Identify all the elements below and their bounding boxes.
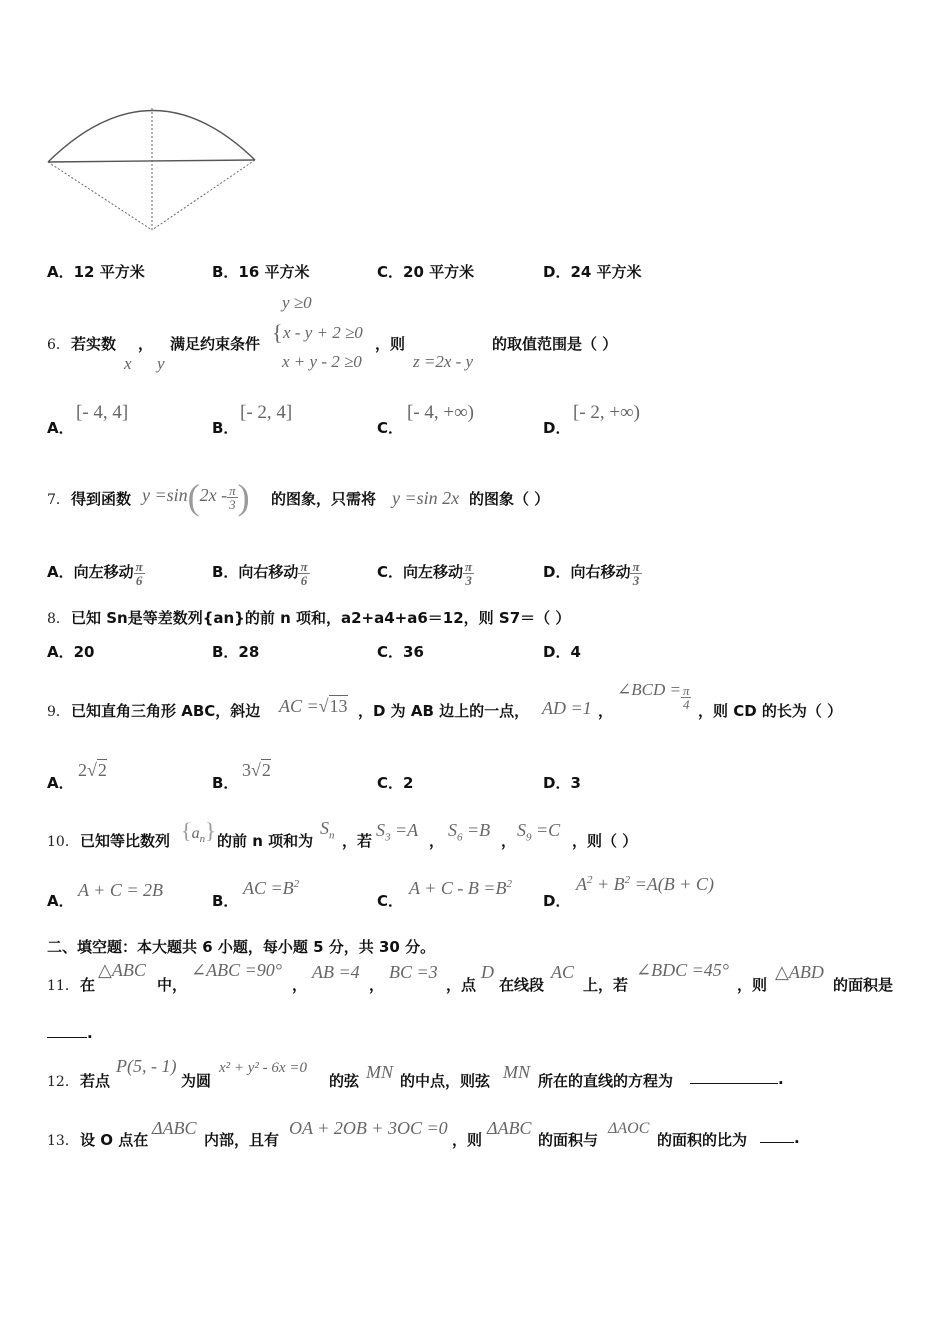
q13-text-5: 的面积的比为 — [657, 1131, 748, 1149]
q11-expr-7: ∠BDC =45° — [636, 960, 729, 980]
q6-text-4: ，则 — [375, 335, 406, 353]
q9-option-b-coef: 3 — [242, 760, 251, 780]
q9-option-c[interactable]: C．2 — [377, 774, 414, 792]
q9-option-a-radicand: 2 — [97, 760, 107, 780]
q6-option-c-value: [- 4, +∞) — [407, 402, 474, 423]
q8-option-b[interactable]: B．28 — [212, 643, 260, 661]
q12-text-2: 为圆 — [181, 1072, 212, 1090]
q11-text-4: ， — [369, 976, 385, 994]
q12-number: 12． — [47, 1074, 79, 1090]
q7-option-b-den: 6 — [298, 573, 309, 587]
q5-option-b[interactable]: B．16 平方米 — [212, 263, 310, 281]
q7-func-arg: 2x - — [199, 485, 228, 506]
q7-option-b-label: B．向右移动 — [212, 563, 299, 581]
q10-seq-sub: n — [199, 833, 206, 846]
q13-text-3: ，则 — [452, 1131, 483, 1149]
q9-option-a-coef: 2 — [78, 760, 87, 780]
q10-option-d-sup1: 2 — [587, 874, 593, 886]
q6-var-x: x — [124, 354, 132, 373]
q10-option-d-value — [576, 874, 714, 895]
section-2-title: 二、填空题：本大题共 6 小题，每小题 5 分，共 30 分。 — [47, 938, 436, 956]
q12-period: . — [778, 1070, 784, 1088]
q9-expr-ac: AC =√13 — [279, 696, 348, 716]
q9-option-d[interactable]: D．3 — [543, 774, 581, 792]
q10-option-c-sup: 2 — [506, 878, 512, 890]
q10-option-b-label[interactable]: B． — [212, 892, 239, 910]
q10-option-b-expr: AC =B — [243, 878, 294, 898]
q10-s3-sub: 3 — [385, 831, 391, 844]
q7-function-2: y =sin 2x — [392, 488, 460, 508]
q7-option-a-num: π — [135, 559, 143, 574]
q6-constraint-1: y ≥0 — [282, 293, 312, 312]
q12-expr-4: MN — [503, 1062, 530, 1082]
q6-option-a-value: [- 4, 4] — [76, 402, 129, 423]
q13-expr-1: ΔABC — [152, 1118, 197, 1138]
q10-s3-s: S — [376, 820, 385, 840]
q7-option-d-den: 3 — [630, 573, 641, 587]
sector-radius-left — [48, 162, 152, 230]
q10-seq-a: a — [191, 825, 200, 842]
q9-text-1: 已知直角三角形 ABC，斜边 — [71, 702, 261, 720]
q7-function-1: y =sin(2x - $\frac{\pi}{3}$ ) — [142, 477, 250, 517]
q6-text-5: 的取值范围是（ ） — [492, 335, 618, 353]
q10-seq: $\{a_n\}$ — [181, 818, 216, 846]
q13-text-2: 内部，且有 — [204, 1131, 280, 1149]
q8-text: 已知 Sn是等差数列{an}的前 n 项和，a2+a4+a6＝12，则 S7＝（ ） — [71, 609, 571, 627]
q12-answer-blank[interactable] — [690, 1083, 778, 1084]
q8-option-a[interactable]: A．20 — [47, 643, 95, 661]
q6-objective: z =2x - y — [413, 352, 474, 371]
q7-text-3: 的图象（ ） — [469, 490, 550, 508]
q9-option-b-radicand: 2 — [261, 760, 271, 780]
q11-expr-6: AC — [551, 962, 575, 982]
q13-expr-4: ΔAOC — [608, 1120, 650, 1137]
q11-text-9: 的面积是 — [833, 976, 894, 994]
q7-option-a-label: A．向左移动 — [47, 563, 134, 581]
q12-expr-1: P(5, - 1) — [116, 1056, 177, 1076]
q9-option-a-value: 2√2 — [78, 760, 107, 780]
q6-text-3: 满足约束条件 — [170, 335, 261, 353]
q6-option-d-value: [- 2, +∞) — [573, 402, 640, 423]
q10-option-c-value — [409, 878, 512, 899]
q11-answer-blank[interactable] — [47, 1037, 87, 1038]
q9-expr-ac-lhs: AC = — [279, 696, 319, 716]
q10-option-b-sup: 2 — [293, 878, 300, 890]
q7-option-a[interactable] — [47, 560, 145, 587]
q10-number: 10． — [47, 834, 79, 850]
q6-text-2: ， — [138, 335, 154, 353]
q12-answer[interactable] — [690, 1070, 784, 1088]
q12-text-4: 的中点，则弦 — [400, 1072, 491, 1090]
q11-expr-4: BC =3 — [389, 962, 438, 982]
q7-option-d-num: π — [632, 559, 640, 574]
q7-number: 7． — [47, 492, 70, 508]
q13-answer-blank[interactable] — [760, 1142, 794, 1143]
q12-text-5: 所在的直线的方程为 — [538, 1072, 674, 1090]
q10-text-2: 的前 n 项和为 — [217, 832, 314, 850]
q6-constraint-2: x - y + 2 ≥0 — [283, 323, 363, 342]
q7-option-b-num: π — [300, 559, 308, 574]
q7-option-b[interactable] — [212, 560, 310, 587]
q10-text-1: 已知等比数列 — [80, 832, 171, 850]
q10-text-3: ，若 — [342, 832, 373, 850]
q7-option-d[interactable] — [543, 560, 642, 587]
q9-option-b-label[interactable]: B． — [212, 774, 239, 792]
q13-text-1: 设 O 点在 — [80, 1131, 149, 1149]
q13-expr-2: OA + 2OB + 3OC =0 — [289, 1118, 448, 1138]
q10-option-c-expr: A + C - B =B — [409, 878, 507, 898]
q10-s6-s: S — [448, 820, 457, 840]
q13-period: . — [794, 1129, 800, 1147]
q8-option-d[interactable]: D．4 — [543, 643, 581, 661]
q11-expr-3: AB =4 — [312, 962, 360, 982]
q11-answer[interactable] — [47, 1024, 93, 1042]
q10-s9-rhs: =C — [531, 820, 561, 840]
q7-text-2: 的图象，只需将 — [271, 490, 377, 508]
q6-var-y: y — [157, 354, 165, 373]
q10-s6 — [448, 820, 490, 844]
q5-option-a[interactable]: A．12 平方米 — [47, 263, 145, 281]
q7-func-name: y =sin — [142, 485, 188, 506]
q13-answer[interactable] — [760, 1129, 800, 1147]
q7-option-d-label: D．向右移动 — [543, 563, 631, 581]
q7-option-c[interactable] — [377, 560, 474, 587]
q11-text-5: ，点 — [446, 976, 477, 994]
q7-option-c-den: 3 — [463, 573, 474, 587]
q10-option-d-label[interactable]: D． — [543, 892, 571, 910]
q6-option-d-label[interactable]: D． — [543, 419, 571, 437]
q10-option-a-value: A + C = 2B — [78, 880, 163, 900]
q10-option-a-label[interactable]: A． — [47, 892, 74, 910]
q8-option-c[interactable]: C．36 — [377, 643, 424, 661]
q11-period: . — [87, 1024, 93, 1042]
q6-brace: { — [272, 320, 283, 345]
q11-text-8: ，则 — [737, 976, 768, 994]
q9-text-4: ，则 CD 的长为（ ） — [698, 702, 843, 720]
q11-text-1: 在 — [80, 976, 96, 994]
q11-text-2: 中， — [157, 976, 188, 994]
q7-text-1: 得到函数 — [71, 490, 132, 508]
q10-option-d-tail: =A(B + C) — [630, 874, 714, 894]
q10-s3-rhs: =A — [390, 820, 419, 840]
q10-s3 — [376, 820, 418, 844]
q6-constraint-3: x + y - 2 ≥0 — [282, 352, 362, 371]
q6-option-a-label[interactable]: A． — [47, 419, 74, 437]
q7-frac-num: π — [229, 482, 236, 498]
q10-option-d-a: A — [576, 874, 587, 894]
q12-expr-3: MN — [366, 1062, 393, 1082]
q11-expr-8: △ABD — [775, 962, 824, 982]
q9-expr-angle-num: π — [682, 683, 690, 698]
q10-option-d-sup2: 2 — [624, 874, 631, 886]
q10-text-4: ，则（ ） — [572, 832, 638, 850]
q10-option-b-value — [243, 878, 299, 899]
q6-text-1: 若实数 — [71, 335, 117, 353]
q9-option-b-value: 3√2 — [242, 760, 271, 780]
q10-option-d-mid: + B — [592, 874, 625, 894]
q6-number: 6． — [47, 337, 70, 353]
q5-option-d[interactable]: D．24 平方米 — [543, 263, 642, 281]
q9-expr-ad: AD =1 — [542, 698, 592, 718]
q10-comma-1: ， — [429, 832, 445, 850]
q7-option-c-num: π — [465, 559, 473, 574]
q10-option-c-label[interactable]: C． — [377, 892, 404, 910]
q11-expr-5: D — [481, 962, 494, 982]
q10-comma-2: ， — [501, 832, 517, 850]
q7-frac-den: 3 — [227, 497, 238, 511]
sector-radius-right — [152, 160, 255, 230]
q10-s9-s: S — [517, 820, 526, 840]
q9-text-3: ， — [598, 702, 614, 720]
q9-expr-angle-den: 4 — [681, 697, 692, 711]
q10-s6-sub: 6 — [457, 831, 463, 844]
q13-number: 13． — [47, 1133, 79, 1149]
q9-text-2: ，D 为 AB 边上的一点， — [358, 702, 530, 720]
q10-s6-rhs: =B — [462, 820, 491, 840]
q11-number: 11． — [47, 978, 79, 994]
q9-number: 9． — [47, 704, 70, 720]
q7-option-c-label: C．向左移动 — [377, 563, 464, 581]
q11-expr-2: ∠ABC =90° — [191, 960, 282, 980]
q5-option-c[interactable]: C．20 平方米 — [377, 263, 475, 281]
q6-option-c-label[interactable]: C． — [377, 419, 404, 437]
q9-expr-angle — [617, 680, 691, 711]
q9-option-a-label[interactable]: A． — [47, 774, 74, 792]
q13-text-4: 的面积与 — [538, 1131, 599, 1149]
q10-sn-s: S — [320, 818, 329, 838]
q10-sn — [320, 818, 335, 842]
q9-expr-angle-lhs: ∠BCD = — [617, 680, 681, 699]
q10-sn-sub: n — [329, 829, 335, 842]
sector-diagram — [40, 100, 265, 240]
q6-option-b-label[interactable]: B． — [212, 419, 239, 437]
q8-number: 8． — [47, 611, 70, 627]
q9-expr-ac-radicand: 13 — [329, 696, 348, 716]
q11-text-6: 在线段 — [499, 976, 545, 994]
q7-option-a-den: 6 — [134, 573, 145, 587]
q11-text-3: ， — [292, 976, 308, 994]
q12-expr-2: x² + y² - 6x =0 — [219, 1060, 307, 1076]
q13-expr-3: ΔABC — [487, 1118, 532, 1138]
q10-s9 — [517, 820, 560, 844]
q6-option-b-value: [- 2, 4] — [240, 402, 293, 423]
q12-text-1: 若点 — [80, 1072, 111, 1090]
q11-expr-1: △ABC — [98, 960, 146, 980]
q11-text-7: 上，若 — [583, 976, 629, 994]
q12-text-3: 的弦 — [329, 1072, 360, 1090]
q10-s9-sub: 9 — [526, 831, 532, 844]
